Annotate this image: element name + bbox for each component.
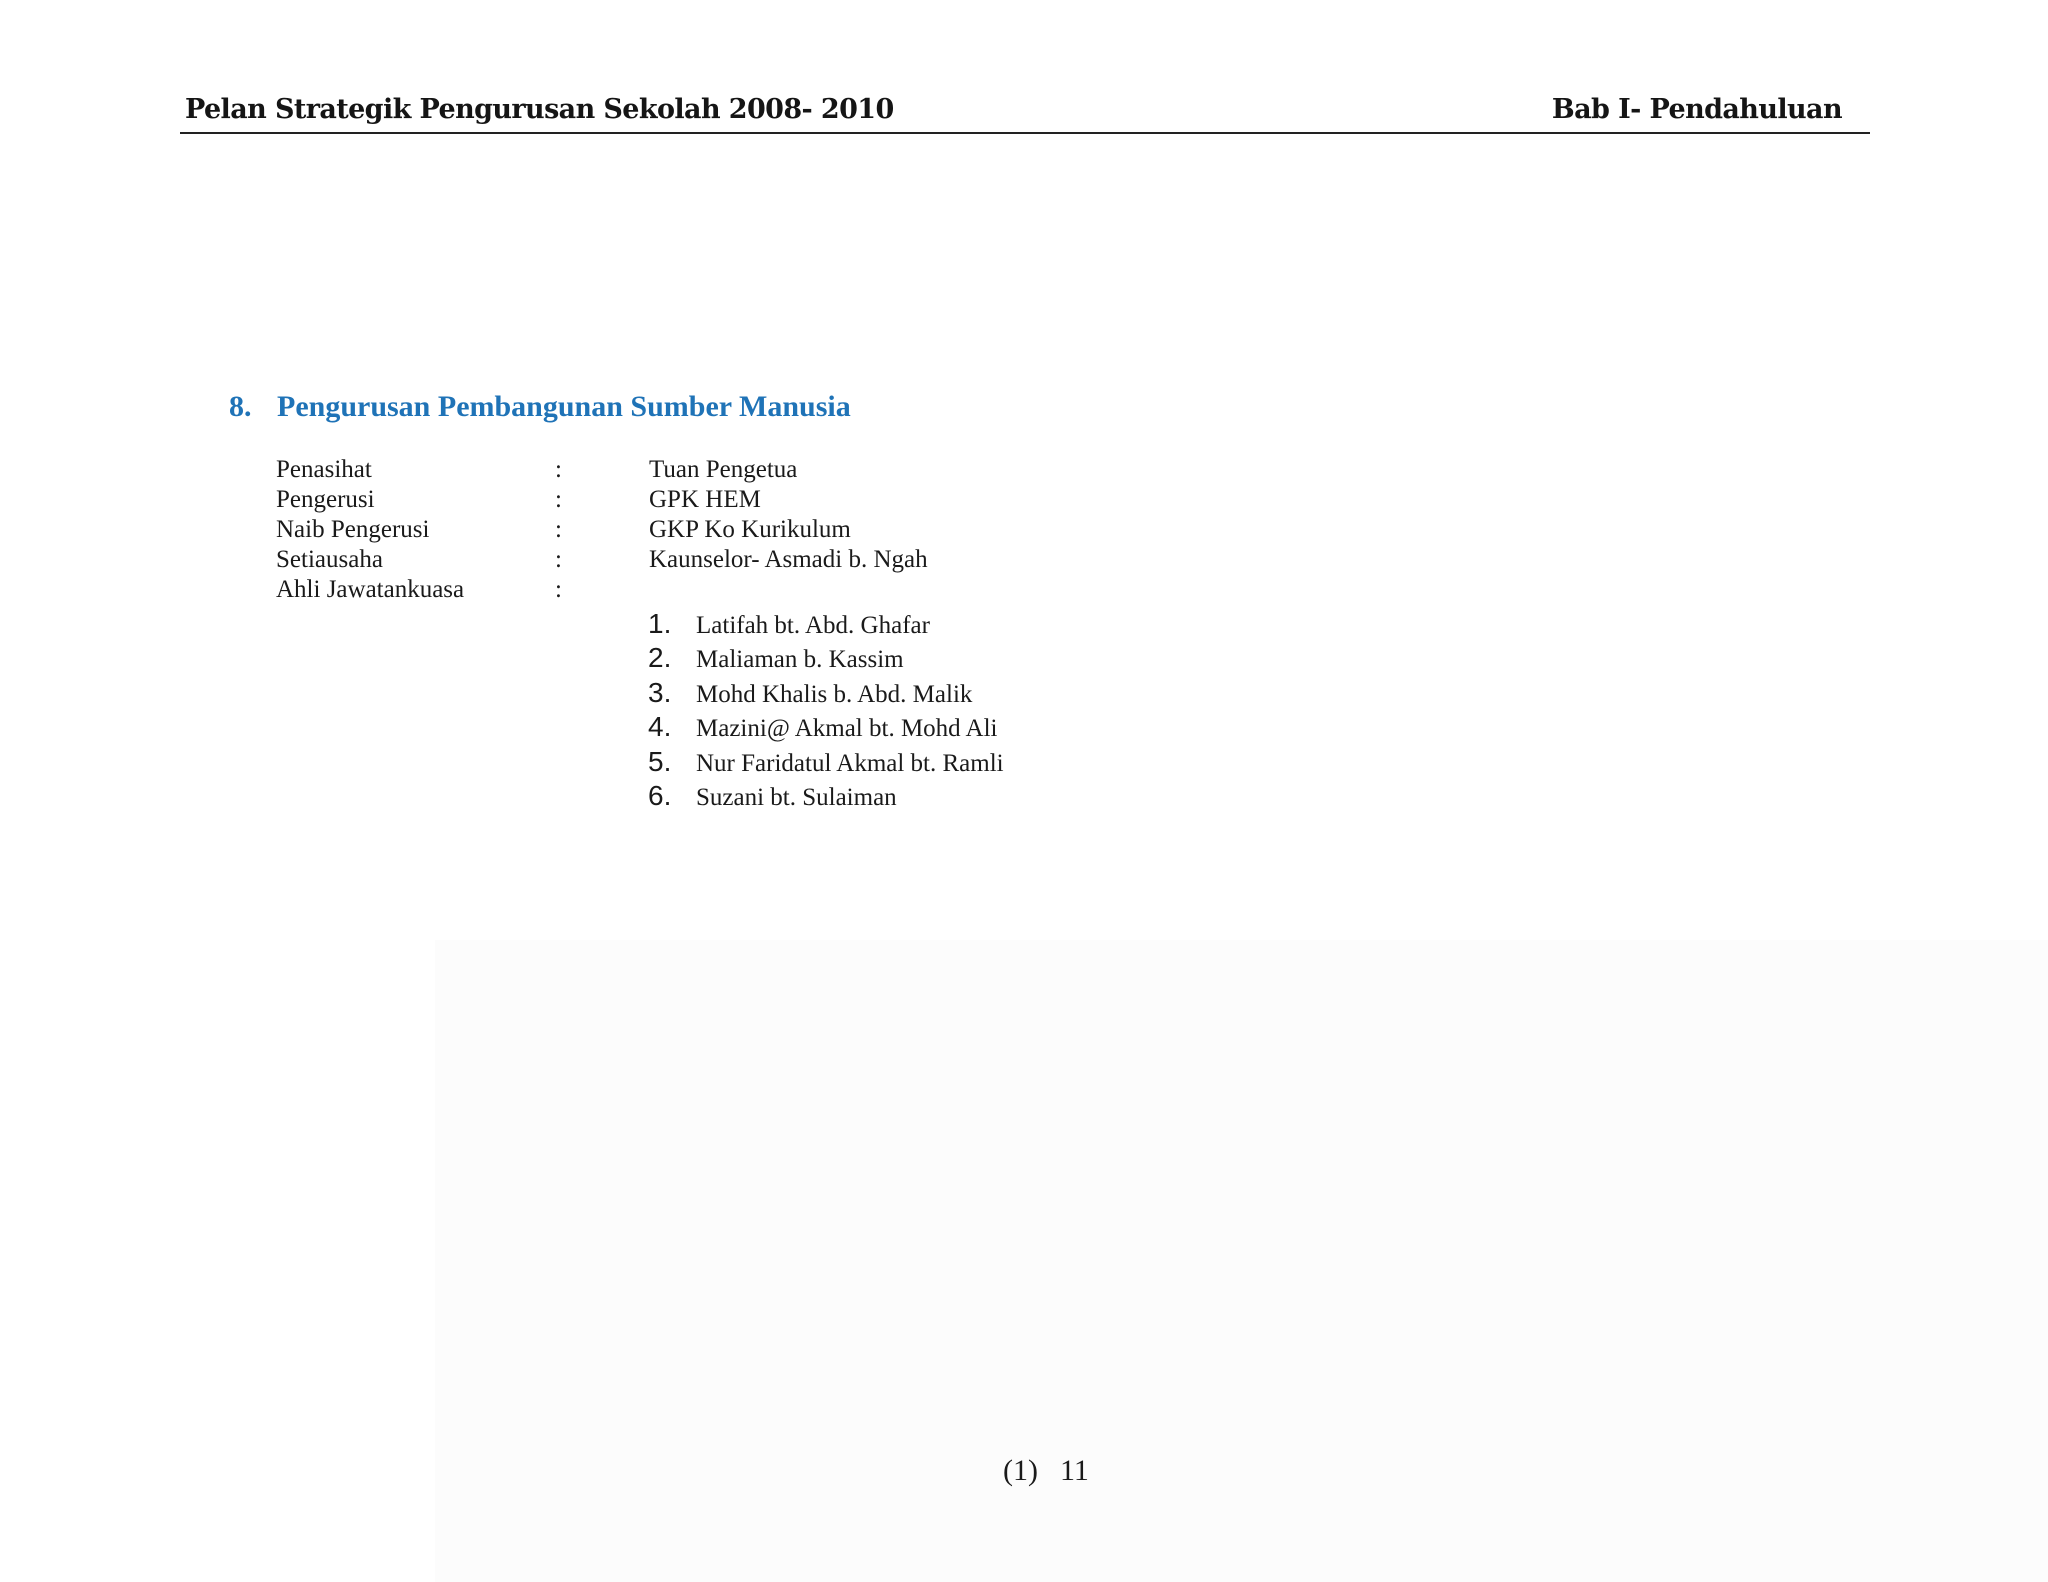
page-background <box>435 940 2048 1582</box>
member-list-item <box>648 677 972 709</box>
role-colon: : <box>555 516 562 543</box>
member-name: Latifah bt. Abd. Ghafar <box>696 612 930 639</box>
member-list-item <box>648 608 930 640</box>
role-label: Naib Pengerusi <box>276 516 430 543</box>
section-title: Pengurusan Pembangunan Sumber Manusia <box>277 390 851 423</box>
member-list-item <box>648 711 998 743</box>
member-number: 2. <box>648 642 672 673</box>
role-colon: : <box>555 486 562 513</box>
section-heading <box>229 390 851 424</box>
member-name: Mazini@ Akmal bt. Mohd Ali <box>696 715 998 742</box>
member-number: 5. <box>648 746 672 777</box>
role-label: Setiausaha <box>276 546 383 573</box>
role-value: Kaunselor- Asmadi b. Ngah <box>649 546 928 573</box>
member-list-item <box>648 746 1004 778</box>
role-value: Tuan Pengetua <box>649 456 798 483</box>
role-colon: : <box>555 546 562 573</box>
section-number: 8. <box>229 390 252 423</box>
role-value: GKP Ko Kurikulum <box>649 516 851 543</box>
page-number <box>1003 1454 1089 1488</box>
header-document-title: Pelan Strategik Pengurusan Sekolah 2008- 2010 <box>185 94 894 125</box>
header-chapter-title: Bab I- Pendahuluan <box>1551 94 1842 125</box>
role-label: Ahli Jawatankuasa <box>276 576 465 603</box>
member-list-item <box>648 642 904 674</box>
page-number-value: 11 <box>1059 1454 1089 1487</box>
member-number: 4. <box>648 711 672 742</box>
role-label: Pengerusi <box>276 486 375 513</box>
member-name: Maliaman b. Kassim <box>696 646 904 673</box>
member-number: 3. <box>648 677 672 708</box>
role-value: GPK HEM <box>649 486 761 513</box>
page-number-chapter: (1) <box>1003 1454 1038 1487</box>
member-name: Nur Faridatul Akmal bt. Ramli <box>696 750 1004 777</box>
member-list-item <box>648 780 897 812</box>
member-number: 6. <box>648 780 672 811</box>
member-name: Suzani bt. Sulaiman <box>696 784 897 811</box>
role-label: Penasihat <box>276 456 372 483</box>
member-name: Mohd Khalis b. Abd. Malik <box>696 681 973 708</box>
role-colon: : <box>555 576 562 603</box>
page-header <box>180 88 1870 134</box>
member-number: 1. <box>648 608 672 639</box>
role-colon: : <box>555 456 562 483</box>
